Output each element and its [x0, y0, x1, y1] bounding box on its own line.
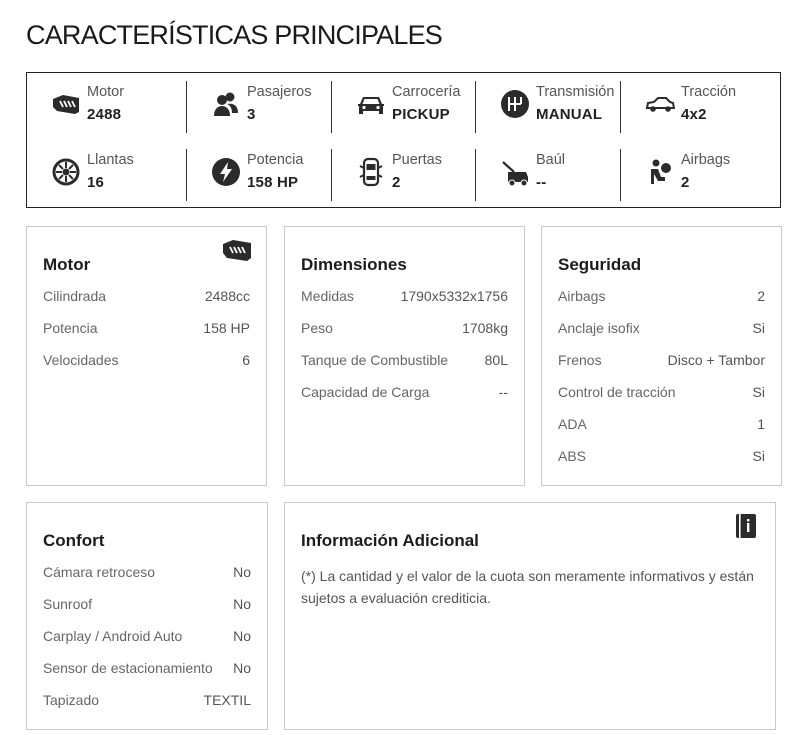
summary-item-llantas — [27, 149, 171, 201]
spec-label: Carplay / Android Auto — [43, 628, 183, 644]
spec-row — [558, 384, 765, 404]
spec-label: Cámara retroceso — [43, 564, 156, 580]
spec-label: Anclaje isofix — [558, 320, 640, 336]
summary-value: 2 — [681, 174, 690, 191]
summary-value: 2488 — [87, 106, 122, 123]
seguridad-card — [541, 226, 782, 486]
spec-value: Si — [752, 384, 765, 400]
car-side-icon — [645, 89, 675, 119]
divider — [620, 149, 621, 201]
disclaimer-text: (*) La cantidad y el valor de la cuota son meramente informativos y están sujetos a evaluación crediticia. — [301, 568, 754, 606]
spec-value: -- — [498, 384, 508, 400]
spec-label: Peso — [301, 320, 333, 336]
spec-label: Sunroof — [43, 596, 93, 612]
summary-label: Baúl — [536, 152, 566, 168]
card-title: Información Adicional — [301, 531, 479, 550]
summary-row — [27, 149, 780, 199]
spec-label: Cilindrada — [43, 288, 107, 304]
trunk-icon — [500, 157, 530, 187]
spec-row — [558, 288, 765, 308]
summary-item-airbags — [621, 149, 765, 201]
spec-label: Tanque de Combustible — [301, 352, 449, 368]
spec-row — [43, 320, 250, 340]
motor-card — [26, 226, 267, 486]
summary-value: 2 — [392, 174, 401, 191]
dimensiones-card — [284, 226, 525, 486]
spec-row — [301, 320, 508, 340]
summary-label: Potencia — [247, 152, 304, 168]
airbag-icon — [645, 157, 675, 187]
spec-label: Velocidades — [43, 352, 119, 368]
spec-label: Sensor de estacionamiento — [43, 660, 213, 676]
spec-row — [558, 320, 765, 340]
divider — [331, 81, 332, 133]
spec-row — [43, 692, 251, 712]
summary-label: Tracción — [681, 84, 737, 100]
summary-value: 3 — [247, 106, 256, 123]
summary-value: 16 — [87, 174, 105, 191]
spec-value: 1708kg — [462, 320, 508, 336]
spec-label: ADA — [558, 416, 587, 432]
card-title: Seguridad — [558, 255, 642, 274]
spec-label: Airbags — [558, 288, 606, 304]
divider — [620, 81, 621, 133]
engine-icon — [51, 89, 81, 119]
summary-value: 4x2 — [681, 106, 707, 123]
spec-row — [43, 564, 251, 584]
engine-icon — [222, 237, 252, 265]
spec-value: 158 HP — [203, 320, 250, 336]
page-title: CARACTERÍSTICAS PRINCIPALES — [26, 20, 442, 50]
spec-value: 2488cc — [204, 288, 250, 304]
car-front-icon — [356, 89, 386, 119]
summary-value: MANUAL — [536, 106, 603, 123]
spec-value: 1790x5332x1756 — [400, 288, 508, 304]
spec-row — [43, 596, 251, 616]
summary-label: Airbags — [681, 152, 731, 168]
spec-label: Capacidad de Carga — [301, 384, 430, 400]
confort-card — [26, 502, 268, 730]
spec-row — [558, 448, 765, 468]
spec-value: Si — [752, 320, 765, 336]
summary-label: Puertas — [392, 152, 442, 168]
spec-row — [43, 628, 251, 648]
spec-label: ABS — [558, 448, 587, 464]
summary-item-traccion — [621, 81, 765, 133]
lightning-icon — [211, 157, 241, 187]
spec-label: Control de tracción — [558, 384, 676, 400]
summary-item-carroceria — [332, 81, 476, 133]
spec-value: No — [233, 564, 251, 580]
spec-value: 1 — [757, 416, 765, 432]
divider — [475, 81, 476, 133]
divider — [475, 149, 476, 201]
card-title: Dimensiones — [301, 255, 407, 274]
spec-row — [43, 660, 251, 680]
spec-value: 2 — [757, 288, 765, 304]
summary-label: Motor — [87, 84, 125, 100]
summary-item-motor — [27, 81, 171, 133]
spec-value: No — [233, 660, 251, 676]
summary-item-potencia — [187, 149, 331, 201]
main-features-summary — [26, 72, 781, 208]
summary-item-pasajeros — [187, 81, 331, 133]
divider — [186, 81, 187, 133]
summary-label: Pasajeros — [247, 84, 312, 100]
spec-value: Disco + Tambor — [667, 352, 765, 368]
summary-label: Carrocería — [392, 84, 461, 100]
wheel-icon — [51, 157, 81, 187]
summary-value: PICKUP — [392, 106, 450, 123]
spec-value: No — [233, 596, 251, 612]
spec-row — [301, 288, 508, 308]
spec-row — [43, 352, 250, 372]
spec-label: Medidas — [301, 288, 354, 304]
spec-value: No — [233, 628, 251, 644]
passengers-icon — [211, 89, 241, 119]
divider — [186, 149, 187, 201]
spec-row — [301, 352, 508, 372]
divider — [331, 149, 332, 201]
card-title: Confort — [43, 531, 105, 550]
spec-value: Si — [752, 448, 765, 464]
summary-item-transmision — [476, 81, 620, 133]
car-top-icon — [356, 157, 386, 187]
spec-value: TEXTIL — [203, 692, 251, 708]
spec-row — [558, 416, 765, 436]
gearshift-icon — [500, 89, 530, 119]
spec-label: Tapizado — [43, 692, 100, 708]
spec-label: Frenos — [558, 352, 602, 368]
spec-value: 6 — [242, 352, 250, 368]
card-title: Motor — [43, 255, 91, 274]
info-book-icon — [734, 513, 758, 539]
summary-item-puertas — [332, 149, 476, 201]
spec-value: 80L — [484, 352, 508, 368]
summary-item-baul — [476, 149, 620, 201]
informacion-adicional-card — [284, 502, 776, 730]
summary-label: Transmisión — [536, 84, 615, 100]
summary-row — [27, 81, 780, 131]
spec-row — [558, 352, 765, 372]
spec-row — [301, 384, 508, 404]
summary-label: Llantas — [87, 152, 134, 168]
spec-row — [43, 288, 250, 308]
summary-value: 158 HP — [247, 174, 299, 191]
spec-label: Potencia — [43, 320, 98, 336]
summary-value: -- — [536, 174, 547, 191]
